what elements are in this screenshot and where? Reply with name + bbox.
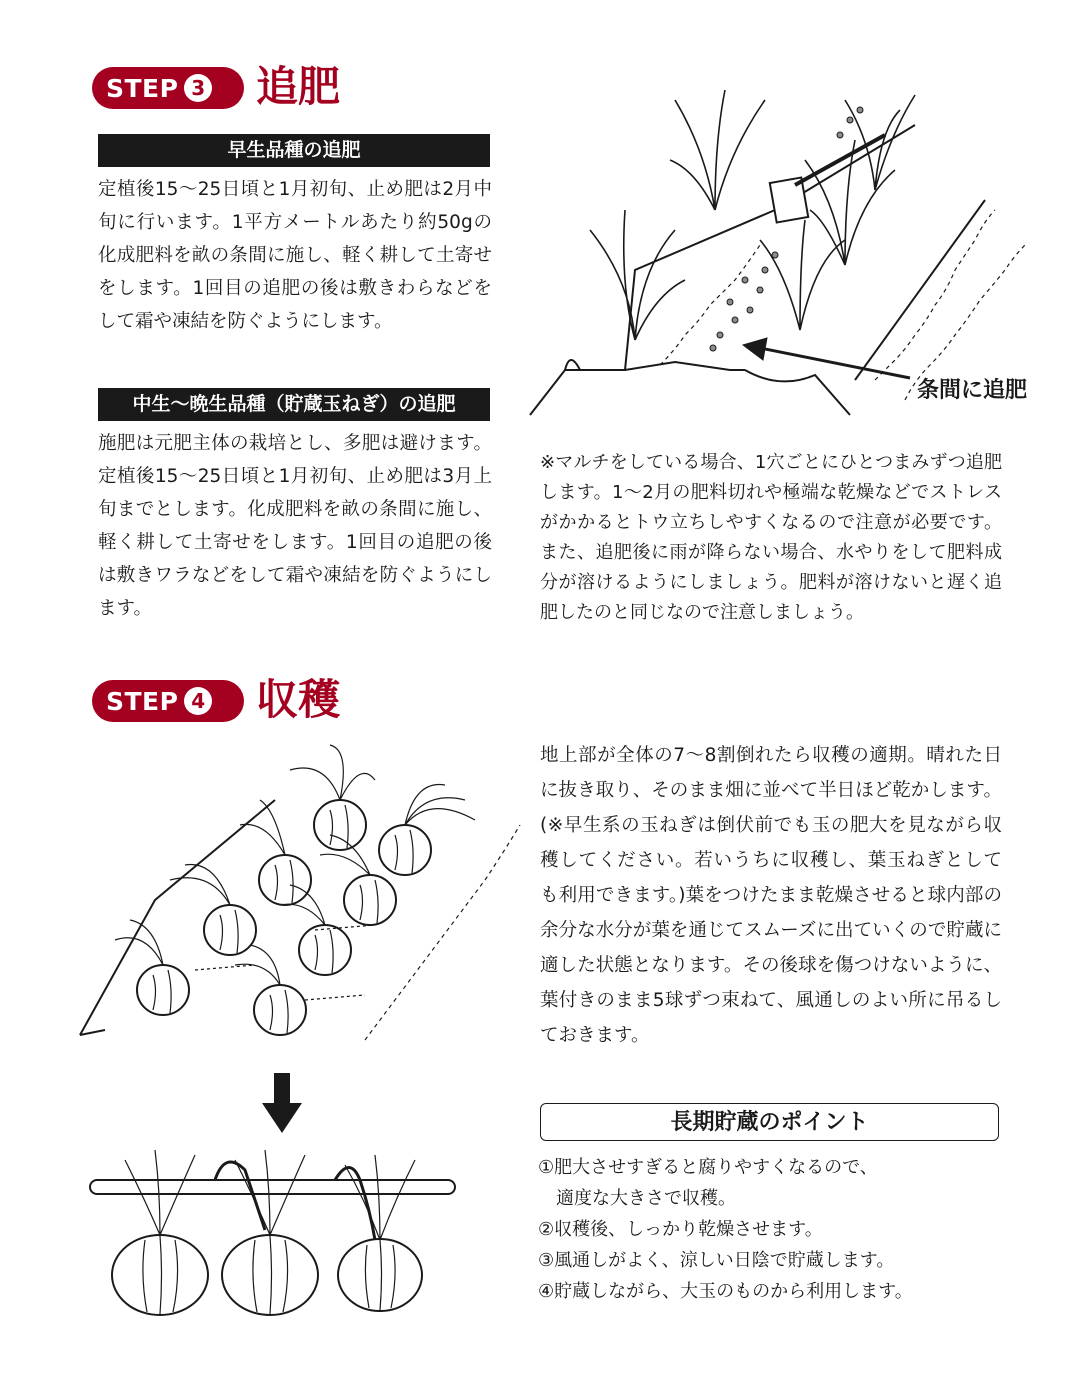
arrow-down-icon: [262, 1073, 302, 1135]
storage-points-heading: 長期貯蔵のポイント: [540, 1103, 999, 1141]
topdressing-callout: 条間に追肥: [917, 378, 1028, 403]
storage-point-item: ③風通しがよく、涼しい日陰で貯蔵します。: [538, 1250, 895, 1271]
harvest-field-illustration: [75, 740, 525, 1050]
storage-point-item: 適度な大きさで収穫。: [538, 1188, 736, 1209]
storage-point-item: ②収穫後、しっかり乾燥させます。: [538, 1219, 823, 1240]
step3-badge: STEP 3: [92, 67, 244, 109]
step4-badge: STEP 4: [92, 680, 244, 722]
storage-point-item: ①肥大させすぎると腐りやすくなるので、: [538, 1157, 878, 1178]
step3-number: 3: [184, 74, 212, 102]
early-variety-heading: 早生品種の追肥: [98, 134, 490, 167]
hanging-onions-illustration: [85, 1140, 465, 1320]
step4-number: 4: [184, 687, 212, 715]
mid-late-variety-heading: 中生〜晩生品種（貯蔵玉ねぎ）の追肥: [98, 388, 490, 421]
harvest-text: 地上部が全体の7〜8割倒れたら収穫の適期。晴れた日に抜き取り、そのまま畑に並べて半日ほど乾かします。(※早生系の玉ねぎは倒伏前でも玉の肥大を見ながら収穫してください。若いうちに収穫し、葉玉ねぎとしても利用できます。)葉をつけたまま乾燥させると球内部の余分な水分が葉を通じてスムーズに出ていくので貯蔵に適した状態となります。その後球を傷つけないように、葉付きのまま5球ずつ束ねて、風通しのよい所に吊るしておきます。: [540, 745, 1002, 1046]
storage-point-item: ④貯蔵しながら、大玉のものから利用します。: [538, 1281, 913, 1302]
mid-late-variety-text: 施肥は元肥主体の栽培とし、多肥は避けます。定植後15〜25日頃と1月初旬、止め肥は3月上旬までとします。化成肥料を畝の条間に施し、軽く耕して土寄せをします。1回目の追肥の後は敷きワラなどをして霜や凍結を防ぐようにします。: [98, 433, 492, 619]
storage-points-list: [538, 1152, 1008, 1307]
step4-title: 収穫: [256, 675, 341, 724]
step3-title: 追肥: [256, 62, 341, 111]
early-variety-text: 定植後15〜25日頃と1月初旬、止め肥は2月中旬に行います。1平方メートルあたり約50gの化成肥料を畝の条間に施し、軽く耕して土寄せをします。1回目の追肥の後は敷きわらなどをして霜や凍結を防ぐようにします。: [98, 179, 492, 332]
mulch-note: ※マルチをしている場合、1穴ごとにひとつまみずつ追肥します。1〜2月の肥料切れや極端な乾燥などでストレスがかかるとトウ立ちしやすくなるので注意が必要です。また、追肥後に雨が降らない場合、水やりをして肥料成分が溶けるようにしましょう。肥料が溶けないと遅く追肥したのと同じなので注意しましょう。: [540, 452, 1002, 623]
